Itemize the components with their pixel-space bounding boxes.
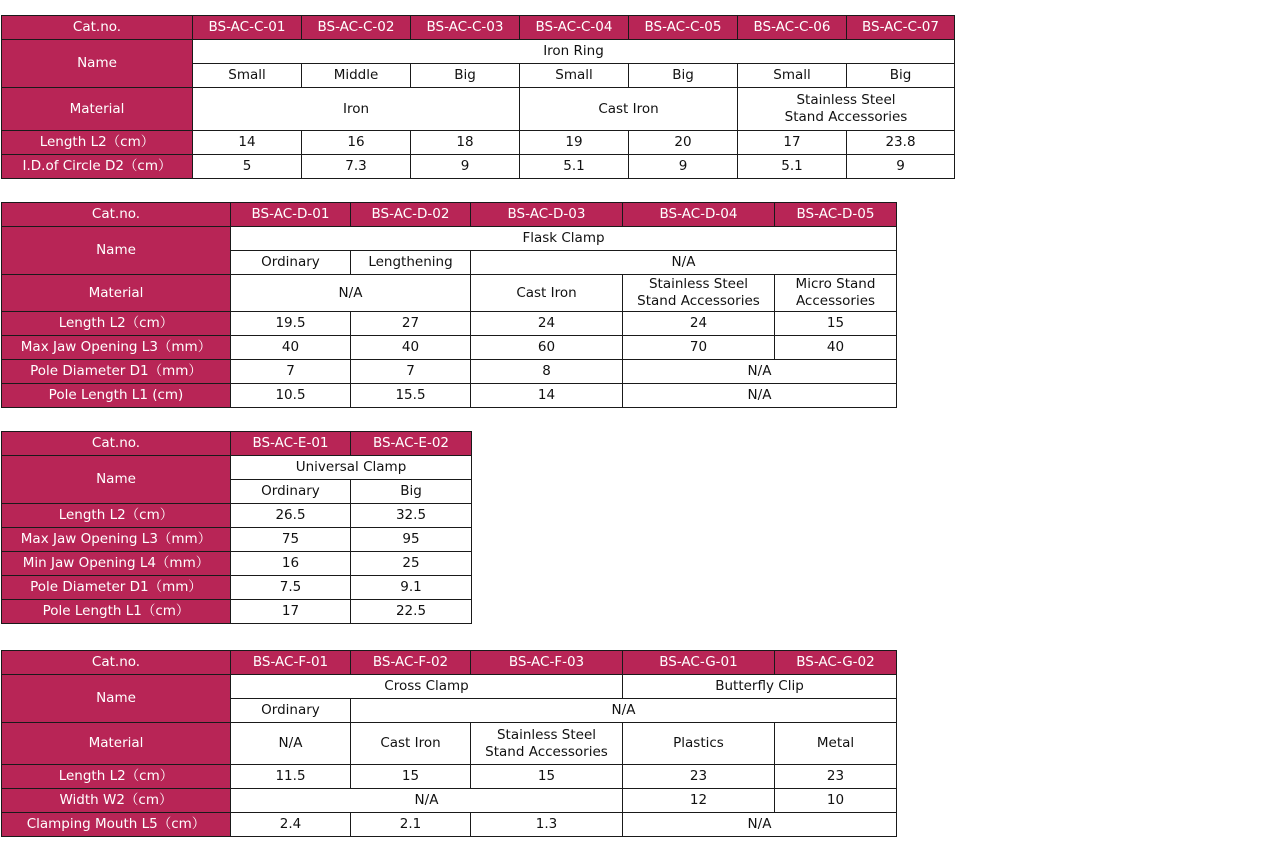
cat-no-cell: BS-AC-C-05 xyxy=(629,16,738,40)
cat-no-label: Cat.no. xyxy=(2,651,231,675)
row-label-clamping-mouth: Clamping Mouth L5（cm） xyxy=(2,813,231,837)
material-line: Micro Stand xyxy=(795,276,876,292)
value-cell: 19 xyxy=(520,131,629,155)
material-line: Stand Accessories xyxy=(485,743,608,760)
row-label-min-jaw-opening: Min Jaw Opening L4（mm） xyxy=(2,552,231,576)
variant-cell: Ordinary xyxy=(231,480,351,504)
material-line: Accessories xyxy=(795,293,876,309)
value-cell: 70 xyxy=(623,336,775,360)
material-cell: Iron xyxy=(193,88,520,131)
value-cell: 40 xyxy=(231,336,351,360)
cat-no-cell: BS-AC-D-02 xyxy=(351,203,471,227)
cat-no-cell: BS-AC-F-02 xyxy=(351,651,471,675)
material-cell: Cast Iron xyxy=(351,723,471,765)
product-group-name: Universal Clamp xyxy=(231,456,472,480)
value-cell: 23 xyxy=(775,765,897,789)
material-cell xyxy=(738,88,955,131)
cat-no-cell: BS-AC-G-02 xyxy=(775,651,897,675)
value-cell: 16 xyxy=(302,131,411,155)
value-cell: 32.5 xyxy=(351,504,472,528)
row-label-material: Material xyxy=(2,88,193,131)
value-cell: 9 xyxy=(847,155,955,179)
value-cell: 15.5 xyxy=(351,384,471,408)
cat-no-cell: BS-AC-C-01 xyxy=(193,16,302,40)
cat-no-cell: BS-AC-D-01 xyxy=(231,203,351,227)
value-cell: 24 xyxy=(623,312,775,336)
value-cell: 9 xyxy=(629,155,738,179)
flask-clamp-table xyxy=(1,202,897,408)
value-cell: N/A xyxy=(623,384,897,408)
value-cell: 15 xyxy=(775,312,897,336)
product-group-name: Cross Clamp xyxy=(231,675,623,699)
variant-cell: Big xyxy=(629,64,738,88)
value-cell: N/A xyxy=(231,789,623,813)
value-cell: 5 xyxy=(193,155,302,179)
cat-no-label: Cat.no. xyxy=(2,203,231,227)
cat-no-cell: BS-AC-C-04 xyxy=(520,16,629,40)
material-line: Stainless Steel xyxy=(496,726,597,743)
value-cell: 1.3 xyxy=(471,813,623,837)
value-cell: 5.1 xyxy=(520,155,629,179)
cat-no-cell: BS-AC-D-04 xyxy=(623,203,775,227)
product-group-name: Iron Ring xyxy=(193,40,955,64)
variant-cell: Big xyxy=(411,64,520,88)
value-cell: 75 xyxy=(231,528,351,552)
material-line: Stand Accessories xyxy=(784,109,908,125)
row-label-pole-diameter: Pole Diameter D1（mm） xyxy=(2,360,231,384)
material-cell: N/A xyxy=(231,275,471,312)
value-cell: 9.1 xyxy=(351,576,472,600)
value-cell: 23 xyxy=(623,765,775,789)
universal-clamp-table xyxy=(1,431,472,624)
material-cell xyxy=(471,723,623,765)
variant-cell: Ordinary xyxy=(231,699,351,723)
cat-no-cell: BS-AC-G-01 xyxy=(623,651,775,675)
value-cell: 14 xyxy=(471,384,623,408)
value-cell: 2.4 xyxy=(231,813,351,837)
row-label-name: Name xyxy=(2,40,193,88)
value-cell: 5.1 xyxy=(738,155,847,179)
value-cell: 7.3 xyxy=(302,155,411,179)
variant-cell: Small xyxy=(520,64,629,88)
value-cell: 25 xyxy=(351,552,472,576)
variant-cell: Small xyxy=(738,64,847,88)
value-cell: 18 xyxy=(411,131,520,155)
material-line: Stand Accessories xyxy=(637,293,760,309)
variant-cell: Lengthening xyxy=(351,251,471,275)
product-group-name: Flask Clamp xyxy=(231,227,897,251)
row-label-max-jaw-opening: Max Jaw Opening L3（mm） xyxy=(2,528,231,552)
row-label-pole-length: Pole Length L1（cm） xyxy=(2,600,231,624)
value-cell: 23.8 xyxy=(847,131,955,155)
cat-no-cell: BS-AC-E-02 xyxy=(351,432,472,456)
variant-cell: Middle xyxy=(302,64,411,88)
value-cell: 40 xyxy=(351,336,471,360)
value-cell: 2.1 xyxy=(351,813,471,837)
cat-no-cell: BS-AC-F-03 xyxy=(471,651,623,675)
row-label-length: Length L2（cm） xyxy=(2,312,231,336)
value-cell: 27 xyxy=(351,312,471,336)
value-cell: 26.5 xyxy=(231,504,351,528)
row-label-name: Name xyxy=(2,227,231,275)
value-cell: 7 xyxy=(231,360,351,384)
material-cell: Plastics xyxy=(623,723,775,765)
row-label-name: Name xyxy=(2,675,231,723)
value-cell: 95 xyxy=(351,528,472,552)
value-cell: 24 xyxy=(471,312,623,336)
value-cell: 40 xyxy=(775,336,897,360)
value-cell: 10 xyxy=(775,789,897,813)
material-line: Stainless Steel xyxy=(648,276,749,292)
row-label-material: Material xyxy=(2,275,231,312)
value-cell: 16 xyxy=(231,552,351,576)
material-cell: Metal xyxy=(775,723,897,765)
row-label-length: Length L2（cm） xyxy=(2,765,231,789)
cat-no-label: Cat.no. xyxy=(2,16,193,40)
value-cell: N/A xyxy=(623,813,897,837)
cat-no-cell: BS-AC-C-03 xyxy=(411,16,520,40)
value-cell: 14 xyxy=(193,131,302,155)
variant-cell: Ordinary xyxy=(231,251,351,275)
value-cell: 20 xyxy=(629,131,738,155)
cat-no-cell: BS-AC-E-01 xyxy=(231,432,351,456)
row-label-width: Width W2（cm） xyxy=(2,789,231,813)
material-line: Stainless Steel xyxy=(796,92,896,108)
value-cell: 8 xyxy=(471,360,623,384)
material-cell: Cast Iron xyxy=(520,88,738,131)
value-cell: 9 xyxy=(411,155,520,179)
row-label-pole-diameter: Pole Diameter D1（mm） xyxy=(2,576,231,600)
variant-cell: N/A xyxy=(471,251,897,275)
cat-no-cell: BS-AC-D-03 xyxy=(471,203,623,227)
value-cell: 12 xyxy=(623,789,775,813)
cat-no-cell: BS-AC-C-07 xyxy=(847,16,955,40)
cross-clamp-butterfly-clip-table xyxy=(1,650,897,837)
value-cell: 15 xyxy=(471,765,623,789)
value-cell: 7 xyxy=(351,360,471,384)
variant-cell: Big xyxy=(351,480,472,504)
cat-no-label: Cat.no. xyxy=(2,432,231,456)
value-cell: 10.5 xyxy=(231,384,351,408)
value-cell: 17 xyxy=(738,131,847,155)
variant-cell: Big xyxy=(847,64,955,88)
value-cell: 22.5 xyxy=(351,600,472,624)
row-label-inner-diameter: I.D.of Circle D2（cm） xyxy=(2,155,193,179)
material-cell xyxy=(623,275,775,312)
value-cell: 19.5 xyxy=(231,312,351,336)
row-label-name: Name xyxy=(2,456,231,504)
row-label-material: Material xyxy=(2,723,231,765)
row-label-length: Length L2（cm） xyxy=(2,504,231,528)
variant-cell: N/A xyxy=(351,699,897,723)
variant-cell: Small xyxy=(193,64,302,88)
iron-ring-table xyxy=(1,15,955,179)
material-cell: N/A xyxy=(231,723,351,765)
cat-no-cell: BS-AC-D-05 xyxy=(775,203,897,227)
cat-no-cell: BS-AC-C-06 xyxy=(738,16,847,40)
value-cell: 17 xyxy=(231,600,351,624)
value-cell: 60 xyxy=(471,336,623,360)
material-cell xyxy=(775,275,897,312)
row-label-pole-length: Pole Length L1 (cm) xyxy=(2,384,231,408)
value-cell: 11.5 xyxy=(231,765,351,789)
value-cell: N/A xyxy=(623,360,897,384)
row-label-max-jaw-opening: Max Jaw Opening L3（mm） xyxy=(2,336,231,360)
value-cell: 7.5 xyxy=(231,576,351,600)
row-label-length: Length L2（cm） xyxy=(2,131,193,155)
value-cell: 15 xyxy=(351,765,471,789)
cat-no-cell: BS-AC-C-02 xyxy=(302,16,411,40)
product-group-name: Butterfly Clip xyxy=(623,675,897,699)
cat-no-cell: BS-AC-F-01 xyxy=(231,651,351,675)
material-cell: Cast Iron xyxy=(471,275,623,312)
